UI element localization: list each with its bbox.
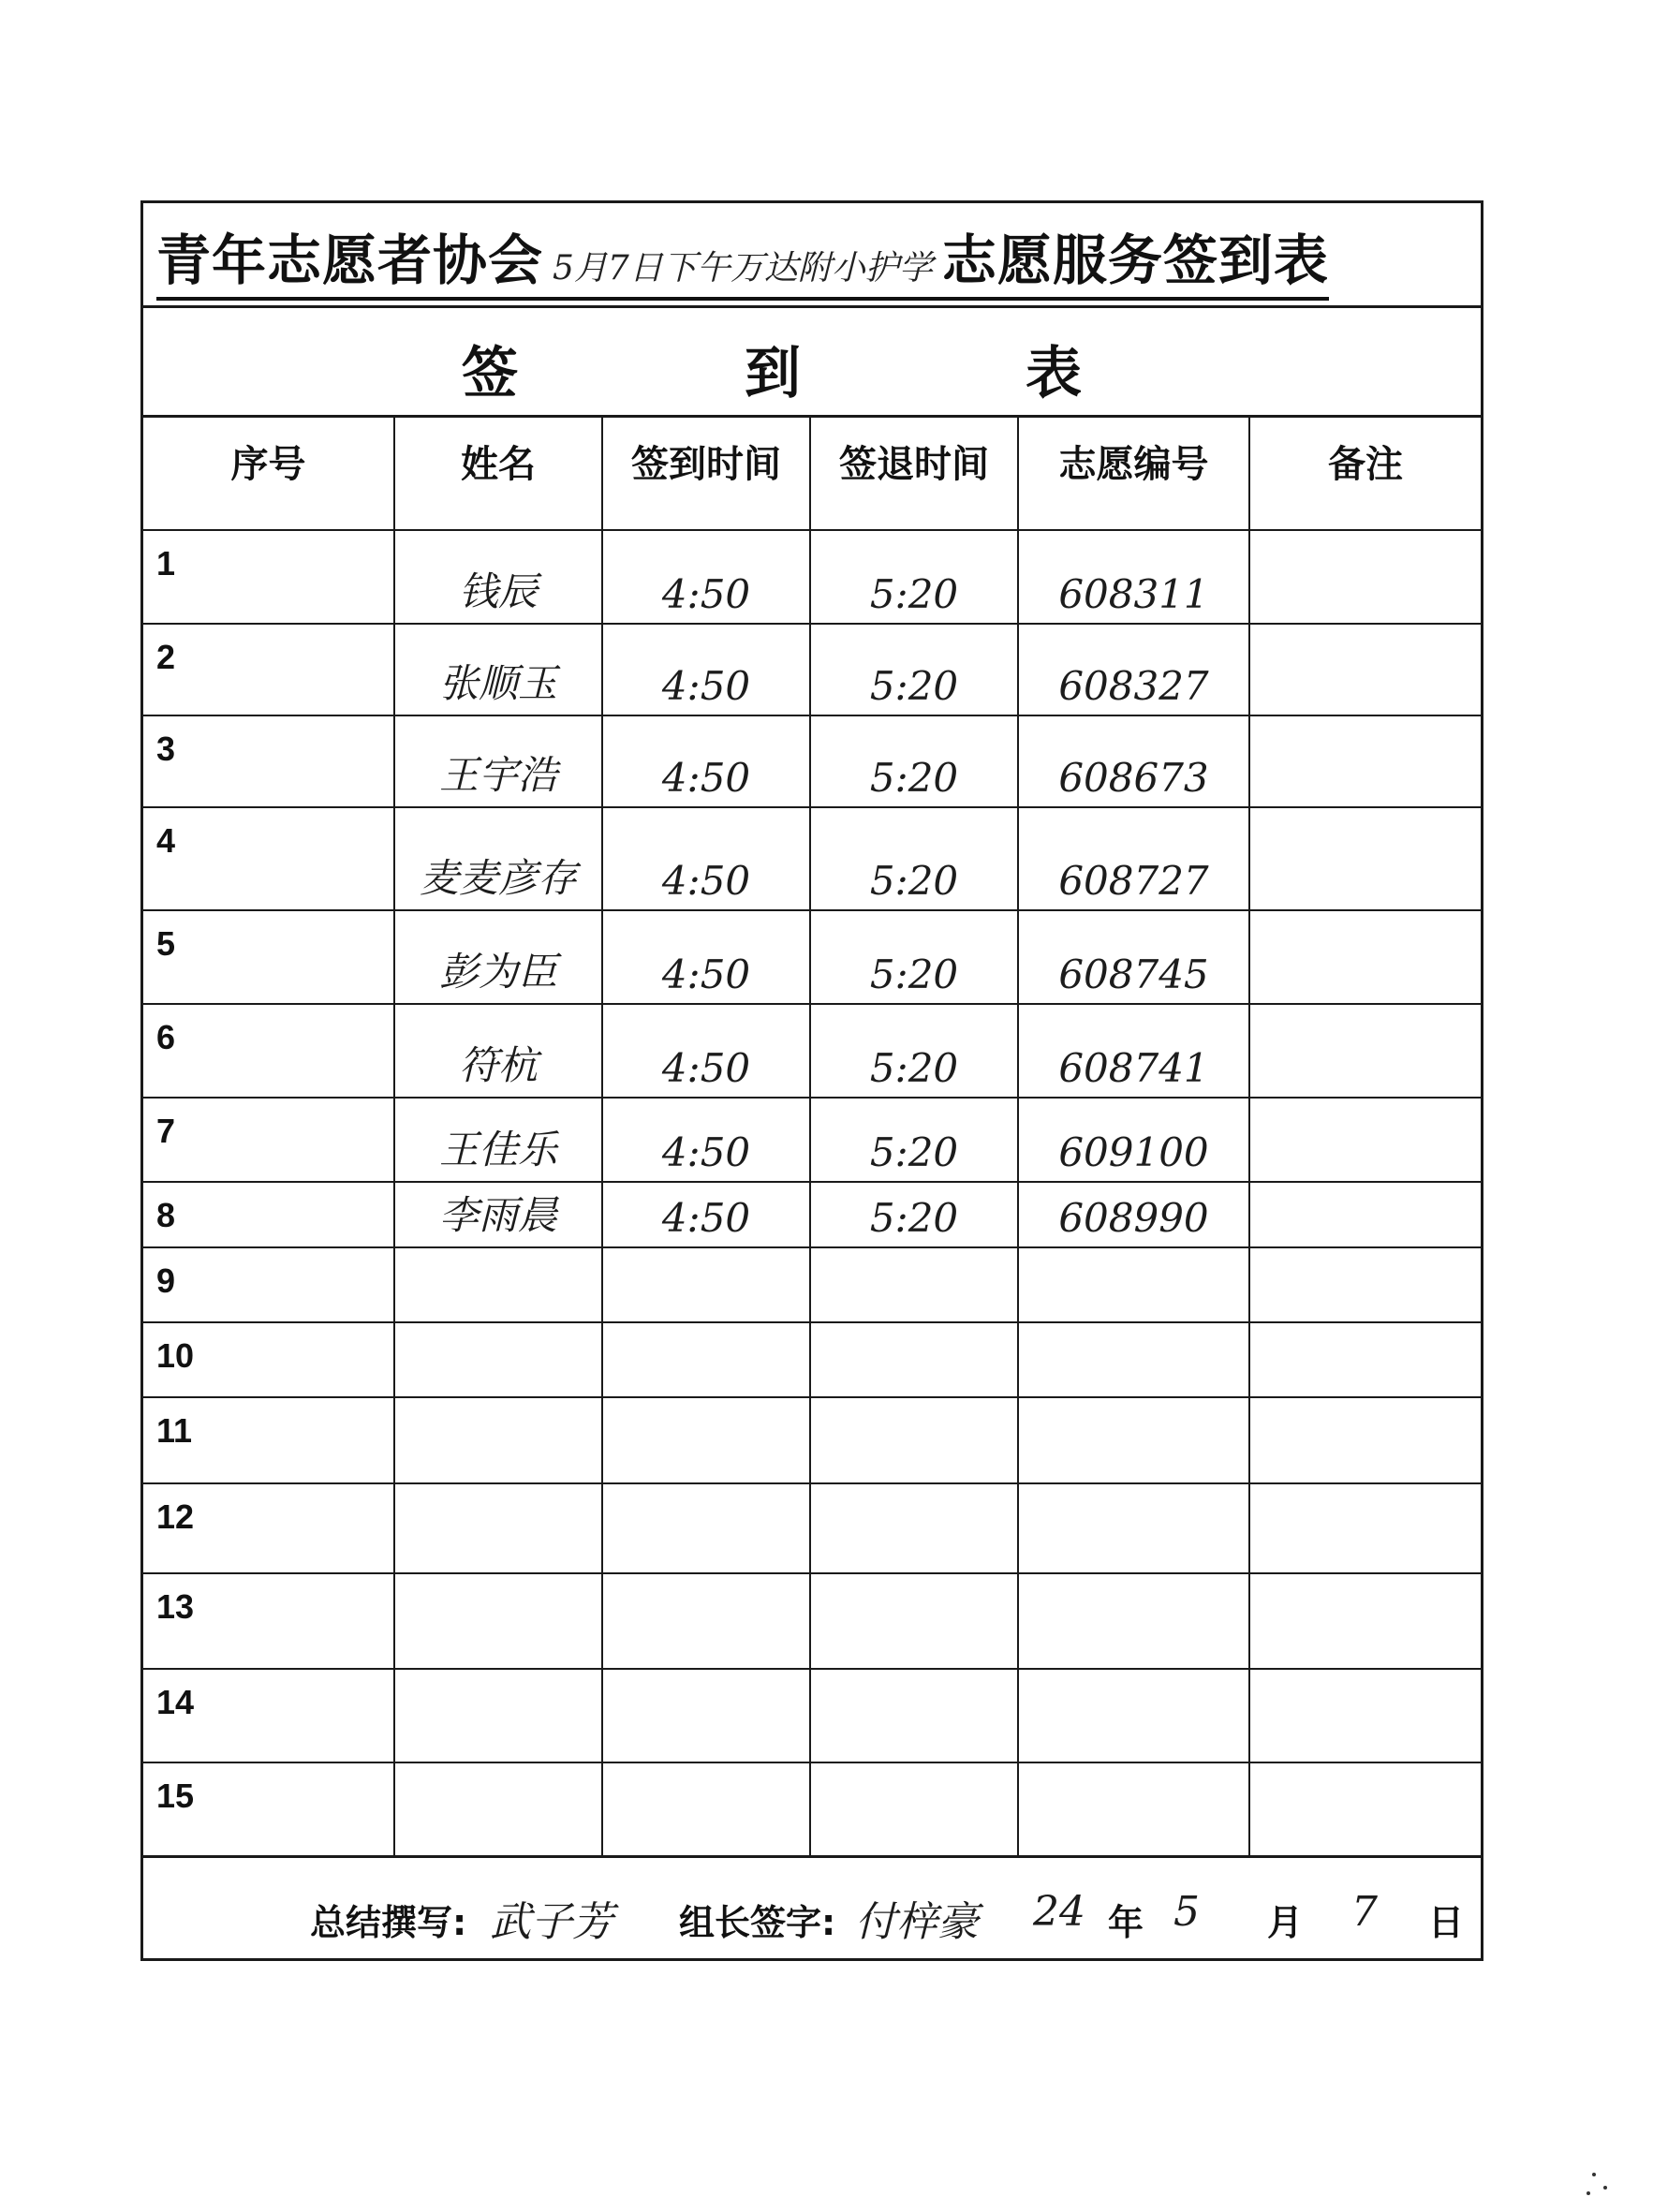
name-value: 王宇浩 — [438, 752, 557, 798]
sign-in-sheet — [140, 200, 1483, 1961]
checkout-cell — [810, 1397, 1018, 1483]
volunteer-id-cell — [1018, 807, 1249, 910]
checkin-cell — [602, 530, 810, 624]
sign-in-table — [143, 418, 1481, 1858]
row-index: 3 — [156, 730, 176, 768]
note-cell — [1249, 1322, 1481, 1397]
index-cell — [143, 910, 394, 1004]
title-suffix: 志愿服务签到表 — [941, 229, 1329, 292]
note-cell — [1249, 1397, 1481, 1483]
ink-speck — [1587, 2191, 1590, 2195]
volunteer-id-cell — [1018, 1004, 1249, 1098]
name-cell — [394, 1247, 602, 1322]
note-cell — [1249, 715, 1481, 807]
note-cell — [1249, 807, 1481, 910]
checkin-value: 4:50 — [661, 951, 751, 997]
note-cell — [1249, 1573, 1481, 1669]
name-value: 麦麦彦存 — [419, 855, 577, 901]
checkout-cell — [810, 715, 1018, 807]
table-header-row — [143, 418, 1481, 530]
name-value: 彭为臣 — [438, 949, 557, 995]
org-name: 青年志愿者协会 — [156, 229, 544, 292]
index-cell — [143, 1573, 394, 1669]
note-cell — [1249, 1182, 1481, 1247]
checkin-cell — [602, 1098, 810, 1182]
activity-handwritten: 5月7日下午万达附小护学 — [553, 249, 933, 288]
row-index: 14 — [156, 1683, 195, 1721]
index-cell — [143, 1762, 394, 1856]
volunteer-id-cell — [1018, 1397, 1249, 1483]
row-index: 8 — [156, 1196, 176, 1234]
volunteer-id-value: 608990 — [1058, 1195, 1209, 1241]
month-value: 5 — [1173, 1888, 1200, 1936]
row-index: 1 — [156, 544, 176, 582]
volunteer-id-value: 608673 — [1058, 755, 1209, 801]
volunteer-id-cell — [1018, 1483, 1249, 1573]
checkin-cell — [602, 807, 810, 910]
year-label: 年 — [1108, 1902, 1144, 1943]
note-cell — [1249, 1483, 1481, 1573]
table-row — [143, 1098, 1481, 1182]
name-value: 符杭 — [458, 1042, 538, 1088]
note-cell — [1249, 530, 1481, 624]
sign-title-char-2: 到 — [745, 341, 801, 406]
ink-speck — [1592, 2173, 1596, 2176]
note-cell — [1249, 1098, 1481, 1182]
name-cell — [394, 530, 602, 624]
footer-row — [143, 1875, 1481, 1961]
note-cell — [1249, 1004, 1481, 1098]
table-row — [143, 1247, 1481, 1322]
table-row — [143, 1322, 1481, 1397]
table-row — [143, 1762, 1481, 1856]
volunteer-id-cell — [1018, 530, 1249, 624]
name-cell — [394, 1573, 602, 1669]
checkin-cell — [602, 1182, 810, 1247]
name-value: 王佳乐 — [438, 1127, 557, 1172]
name-cell — [394, 1322, 602, 1397]
name-value: 李雨晨 — [438, 1192, 557, 1238]
index-cell — [143, 530, 394, 624]
name-cell — [394, 1397, 602, 1483]
checkin-cell — [602, 1483, 810, 1573]
name-cell — [394, 1762, 602, 1856]
note-cell — [1249, 624, 1481, 715]
table-row — [143, 1004, 1481, 1098]
name-cell — [394, 1004, 602, 1098]
row-index: 15 — [156, 1777, 195, 1815]
name-cell — [394, 1669, 602, 1762]
volunteer-id-cell — [1018, 1182, 1249, 1247]
checkin-value: 4:50 — [661, 1045, 751, 1091]
row-index: 6 — [156, 1018, 176, 1056]
note-cell — [1249, 1762, 1481, 1856]
name-value: 张顺玉 — [438, 660, 557, 706]
table-row — [143, 1397, 1481, 1483]
summary-label: 总结撰写: — [310, 1902, 467, 1943]
checkout-cell — [810, 1098, 1018, 1182]
index-cell — [143, 807, 394, 910]
column-header-checkout: 签退时间 — [810, 418, 1018, 530]
volunteer-id-cell — [1018, 1573, 1249, 1669]
note-cell — [1249, 1247, 1481, 1322]
checkin-value: 4:50 — [661, 1129, 751, 1175]
column-header-index: 序号 — [143, 418, 394, 530]
checkout-value: 5:20 — [869, 951, 959, 997]
index-cell — [143, 624, 394, 715]
volunteer-id-value: 608745 — [1058, 951, 1209, 997]
checkout-cell — [810, 1573, 1018, 1669]
index-cell — [143, 1483, 394, 1573]
table-row — [143, 1182, 1481, 1247]
index-cell — [143, 1098, 394, 1182]
row-index: 12 — [156, 1497, 195, 1536]
checkin-value: 4:50 — [661, 755, 751, 801]
day-label: 日 — [1428, 1902, 1465, 1943]
volunteer-id-value: 608741 — [1058, 1045, 1209, 1091]
table-row — [143, 807, 1481, 910]
volunteer-id-cell — [1018, 910, 1249, 1004]
checkout-cell — [810, 530, 1018, 624]
sign-title-row — [143, 308, 1481, 418]
checkin-cell — [602, 715, 810, 807]
checkout-value: 5:20 — [869, 1045, 959, 1091]
row-index: 4 — [156, 821, 176, 860]
index-cell — [143, 1004, 394, 1098]
title-row — [143, 203, 1481, 308]
checkout-cell — [810, 1004, 1018, 1098]
name-cell — [394, 807, 602, 910]
name-cell — [394, 910, 602, 1004]
volunteer-id-value: 608727 — [1058, 858, 1209, 904]
checkout-value: 5:20 — [869, 755, 959, 801]
checkin-value: 4:50 — [661, 571, 751, 617]
row-index: 13 — [156, 1587, 195, 1626]
table-row — [143, 624, 1481, 715]
name-cell — [394, 1182, 602, 1247]
checkout-cell — [810, 1669, 1018, 1762]
checkout-value: 5:20 — [869, 858, 959, 904]
checkout-cell — [810, 1247, 1018, 1322]
row-index: 5 — [156, 924, 176, 963]
table-row — [143, 1573, 1481, 1669]
checkin-value: 4:50 — [661, 858, 751, 904]
checkin-cell — [602, 1669, 810, 1762]
month-label: 月 — [1267, 1902, 1304, 1943]
table-row — [143, 1483, 1481, 1573]
checkin-cell — [602, 1247, 810, 1322]
column-header-checkin: 签到时间 — [602, 418, 810, 530]
checkout-cell — [810, 910, 1018, 1004]
row-index: 7 — [156, 1112, 176, 1150]
checkout-cell — [810, 1762, 1018, 1856]
checkout-cell — [810, 1322, 1018, 1397]
column-header-name: 姓名 — [394, 418, 602, 530]
volunteer-id-value: 608327 — [1058, 663, 1209, 709]
sheet-title — [156, 216, 1329, 301]
note-cell — [1249, 910, 1481, 1004]
checkin-value: 4:50 — [661, 663, 751, 709]
index-cell — [143, 715, 394, 807]
checkin-cell — [602, 1004, 810, 1098]
checkout-value: 5:20 — [869, 571, 959, 617]
volunteer-id-cell — [1018, 1247, 1249, 1322]
checkout-value: 5:20 — [869, 1129, 959, 1175]
table-row — [143, 1669, 1481, 1762]
volunteer-id-cell — [1018, 715, 1249, 807]
name-cell — [394, 624, 602, 715]
checkin-cell — [602, 1322, 810, 1397]
checkin-cell — [602, 1573, 810, 1669]
row-index: 9 — [156, 1261, 176, 1300]
volunteer-id-cell — [1018, 1322, 1249, 1397]
name-cell — [394, 1098, 602, 1182]
sign-title-char-3: 表 — [1026, 341, 1082, 406]
name-cell — [394, 715, 602, 807]
checkin-cell — [602, 1762, 810, 1856]
index-cell — [143, 1247, 394, 1322]
volunteer-id-cell — [1018, 1098, 1249, 1182]
checkout-cell — [810, 807, 1018, 910]
volunteer-id-cell — [1018, 1669, 1249, 1762]
checkin-cell — [602, 1397, 810, 1483]
checkout-cell — [810, 624, 1018, 715]
leader-signature: 付梓豪 — [855, 1898, 979, 1946]
volunteer-id-cell — [1018, 624, 1249, 715]
index-cell — [143, 1397, 394, 1483]
checkout-value: 5:20 — [869, 663, 959, 709]
index-cell — [143, 1182, 394, 1247]
volunteer-id-cell — [1018, 1762, 1249, 1856]
table-row — [143, 715, 1481, 807]
volunteer-id-value: 609100 — [1058, 1129, 1209, 1175]
table-row — [143, 910, 1481, 1004]
checkin-cell — [602, 910, 810, 1004]
checkout-value: 5:20 — [869, 1195, 959, 1241]
index-cell — [143, 1669, 394, 1762]
volunteer-id-value: 608311 — [1058, 571, 1209, 617]
checkout-cell — [810, 1182, 1018, 1247]
sign-title-char-1: 签 — [462, 341, 518, 406]
summary-signature: 武子芳 — [490, 1898, 613, 1946]
row-index: 10 — [156, 1336, 195, 1375]
day-value: 7 — [1351, 1888, 1378, 1936]
note-cell — [1249, 1669, 1481, 1762]
year-value: 24 — [1033, 1888, 1085, 1936]
name-cell — [394, 1483, 602, 1573]
column-header-note: 备注 — [1249, 418, 1481, 530]
checkin-cell — [602, 624, 810, 715]
row-index: 2 — [156, 638, 176, 676]
name-value: 钱辰 — [458, 568, 538, 614]
checkin-value: 4:50 — [661, 1195, 751, 1241]
leader-label: 组长签字: — [679, 1902, 836, 1943]
index-cell — [143, 1322, 394, 1397]
column-header-volunteer-id: 志愿编号 — [1018, 418, 1249, 530]
table-row — [143, 530, 1481, 624]
row-index: 11 — [156, 1411, 193, 1450]
ink-speck — [1603, 2186, 1607, 2190]
checkout-cell — [810, 1483, 1018, 1573]
